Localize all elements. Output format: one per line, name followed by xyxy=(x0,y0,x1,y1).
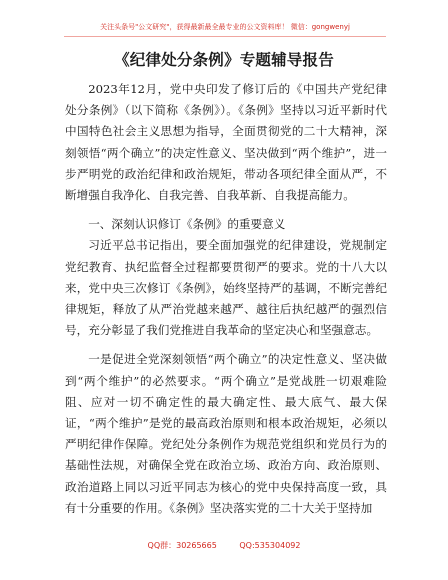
qq-text: QQ:535304092 xyxy=(239,541,301,550)
contact-footer xyxy=(0,540,448,551)
paragraph-intro: 2023年12月，党中央印发了修订后的《中国共产党纪律处分条例》（以下简称《条例》）。《条例》坚持以习近平新时代中国特色社会主义思想为指导，全面贯彻党的二十大精神，深刻领悟“两个确立”的决定性意义、坚决做到“两个维护”，进一步严明党的政治纪律和政治规矩，带动各项纪律全面从严，不断增强自我净化、自我完善、自我革新、自我提高能力。 xyxy=(65,82,387,203)
document-title: 《纪律处分条例》专题辅导报告 xyxy=(114,50,334,69)
paragraph-significance: 习近平总书记指出，要全面加强党的纪律建设，党规制定党纪教育、执纪监督全过程都要贯彻严的要求。党的十八大以来，党中央三次修订《条例》，始终坚持严的基调，不断完善纪律规矩，释放了从严治党越来越严、越往后执纪越严的强烈信号，充分彰显了我们党推进自我革命的坚定决心和坚强意志。 xyxy=(65,238,387,338)
section-heading: 一、深刻认识修订《条例》的重要意义 xyxy=(88,217,286,232)
banner-divider xyxy=(64,36,386,37)
document-body xyxy=(65,79,387,519)
qq-group-text: QQ群：30265665 xyxy=(147,541,217,550)
paragraph-point-one: 一是促进全党深刻领悟“两个确立”的决定性意义、坚决做到“两个维护”的必然要求。“两个确立”是党战胜一切艰难险阻、应对一切不确定性的最大确定性、最大底气、最大保证，“两个维护”是党的最高政治原则和根本政治规矩，必须以严明纪律作保障。党纪处分条例作为规范党组织和党员行为的基础性法规，对确保全党在政治立场、政治方向、政治原则、政治道路上同以习近平同志为核心的党中央保持高度一致，具有十分重要的作用。《条例》坚决落实党的二十大关于坚持加 xyxy=(65,352,387,515)
promo-banner: 关注头条号"公文研究"，获得最新最全最专业的公文资料库！ 微信：gongwenyj xyxy=(100,23,350,31)
